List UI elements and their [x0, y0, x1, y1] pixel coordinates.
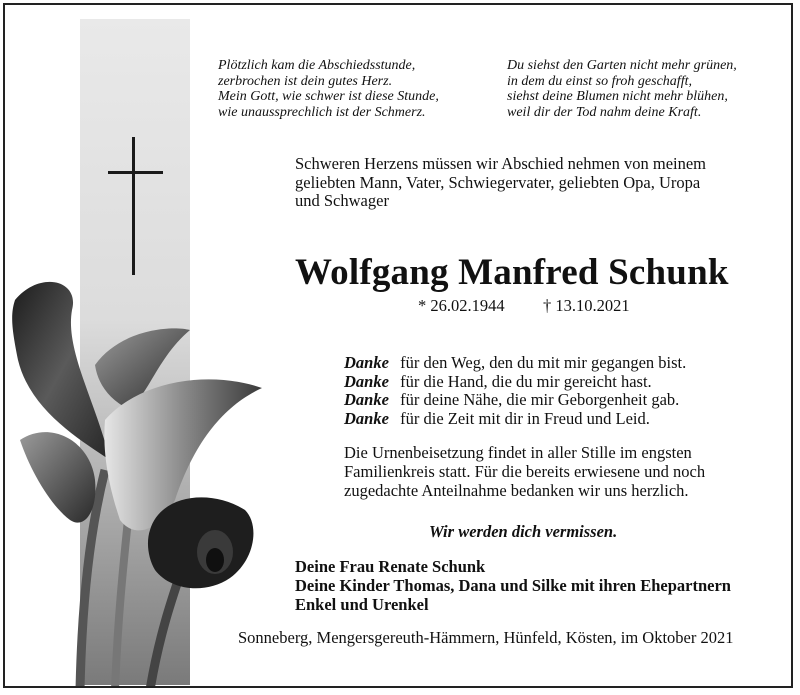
poem-line: Du siehst den Garten nicht mehr grünen, [507, 58, 737, 73]
family-line: Deine Frau Renate Schunk [295, 557, 486, 576]
place-and-date: Sonneberg, Mengersgereuth-Hämmern, Hünfeld, Kösten, im Oktober 2021 [238, 628, 734, 647]
intro-line: Schweren Herzens müssen wir Abschied nehmen von meinem [295, 154, 707, 173]
thanks-word: Danke [344, 390, 389, 409]
poem-line: Plötzlich kam die Abschiedsstunde, [218, 58, 416, 73]
funeral-line: Familienkreis statt. Für die bereits erwiesene und noch [344, 462, 706, 481]
family-signatures [295, 557, 731, 614]
thanks-row [344, 373, 686, 392]
lily-petal-left [12, 282, 110, 460]
poem-line: siehst deine Blumen nicht mehr blühen, [507, 89, 728, 104]
cross-icon [132, 137, 135, 275]
cross-icon-bar [108, 171, 163, 174]
intro-line: und Schwager [295, 191, 389, 210]
thanks-word: Danke [344, 371, 389, 391]
thanks-row [344, 354, 686, 373]
obituary-frame [3, 3, 793, 688]
intro-text [295, 155, 706, 211]
thanks-row [344, 391, 686, 410]
thanks-text: für die Zeit mit dir in Freud und Leid. [400, 408, 650, 428]
poem-left [218, 58, 439, 120]
funeral-line: zugedachte Anteilnahme bedanken wir uns herzlich. [344, 481, 689, 500]
thanks-text: für die Hand, die du mir gereicht hast. [400, 371, 652, 391]
calla-lily-illustration [10, 270, 270, 688]
family-line: Deine Kinder Thomas, Dana und Silke mit ihren Ehepartnern [295, 576, 731, 595]
thanks-word: Danke [344, 353, 389, 372]
poem-line: in dem du einst so froh geschafft, [507, 73, 692, 89]
thanks-word: Danke [344, 408, 389, 428]
poem-right [507, 58, 737, 120]
miss-line: Wir werden dich vermissen. [429, 522, 618, 541]
deceased-name: Wolfgang Manfred Schunk [295, 252, 729, 293]
thanks-text: für den Weg, den du mit mir gegangen bist. [400, 353, 687, 372]
thanks-text: für deine Nähe, die mir Geborgenheit gab. [400, 390, 680, 409]
poem-line: weil dir der Tod nahm deine Kraft. [507, 104, 702, 120]
funeral-line: Die Urnenbeisetzung findet in aller Stille im engsten [344, 443, 692, 462]
poem-line: wie unaussprechlich ist der Schmerz. [218, 104, 426, 120]
intro-line: geliebten Mann, Vater, Schwiegervater, geliebten Opa, Uropa [295, 172, 701, 192]
funeral-notice [344, 443, 705, 500]
poem-line: Mein Gott, wie schwer ist diese Stunde, [218, 89, 439, 104]
family-line: Enkel und Urenkel [295, 595, 429, 614]
thanks-row [344, 410, 686, 429]
death-date: † 13.10.2021 [543, 296, 630, 315]
thanks-list [344, 354, 686, 428]
lily-petal-lower [20, 432, 95, 522]
birth-date: * 26.02.1944 [418, 296, 505, 315]
poem-line: zerbrochen ist dein gutes Herz. [218, 73, 393, 89]
